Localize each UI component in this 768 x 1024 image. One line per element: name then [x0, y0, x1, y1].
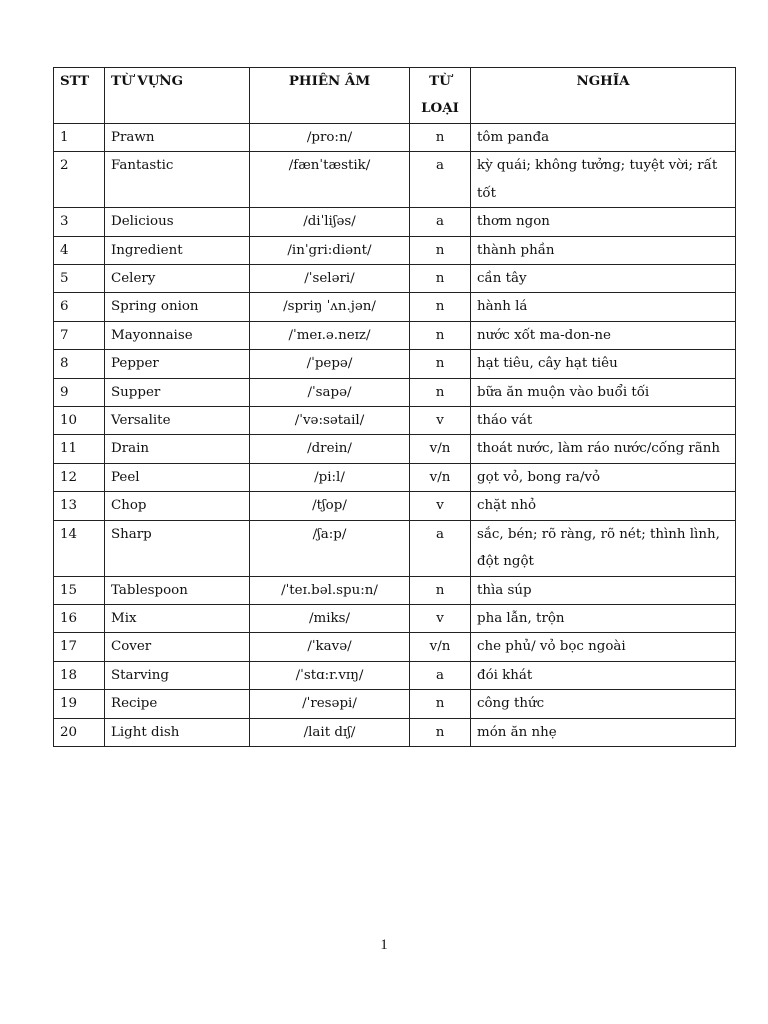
cell-ipa: /inˈgri:diənt/ — [250, 236, 410, 264]
cell-stt: 4 — [54, 236, 105, 264]
cell-meaning: hạt tiêu, cây hạt tiêu — [471, 350, 736, 378]
cell-pos: a — [410, 208, 471, 236]
table-row — [54, 604, 736, 632]
cell-ipa: /ʃa:p/ — [250, 520, 410, 576]
cell-pos: n — [410, 236, 471, 264]
cell-stt: 20 — [54, 718, 105, 746]
cell-ipa: /fænˈtæstik/ — [250, 152, 410, 208]
cell-word: Fantastic — [105, 152, 250, 208]
cell-meaning: thơm ngon — [471, 208, 736, 236]
cell-word: Pepper — [105, 350, 250, 378]
cell-pos: n — [410, 718, 471, 746]
cell-stt: 10 — [54, 407, 105, 435]
cell-stt: 1 — [54, 124, 105, 152]
cell-pos: n — [410, 293, 471, 321]
table-row — [54, 265, 736, 293]
cell-meaning: sắc, bén; rõ ràng, rõ nét; thình lình, đột ngột — [471, 520, 736, 576]
header-word: TỪ VỰNG — [105, 68, 250, 124]
cell-word: Mix — [105, 604, 250, 632]
table-row — [54, 633, 736, 661]
cell-ipa: /pi:l/ — [250, 463, 410, 491]
header-stt: STT — [54, 68, 105, 124]
cell-word: Tablespoon — [105, 576, 250, 604]
cell-stt: 8 — [54, 350, 105, 378]
cell-meaning: công thức — [471, 690, 736, 718]
cell-meaning: đói khát — [471, 661, 736, 689]
cell-meaning: nước xốt ma-don-ne — [471, 321, 736, 349]
cell-word: Light dish — [105, 718, 250, 746]
table-header-row — [54, 68, 736, 124]
table-row — [54, 350, 736, 378]
cell-meaning: chặt nhỏ — [471, 492, 736, 520]
cell-stt: 15 — [54, 576, 105, 604]
cell-ipa: /ˈmeɪ.ə.neɪz/ — [250, 321, 410, 349]
table-row — [54, 378, 736, 406]
table-row — [54, 208, 736, 236]
cell-stt: 14 — [54, 520, 105, 576]
table-row — [54, 718, 736, 746]
table-row — [54, 236, 736, 264]
header-ipa: PHIÊN ÂM — [250, 68, 410, 124]
table-row — [54, 463, 736, 491]
cell-meaning: cần tây — [471, 265, 736, 293]
cell-word: Sharp — [105, 520, 250, 576]
cell-word: Celery — [105, 265, 250, 293]
cell-meaning: hành lá — [471, 293, 736, 321]
cell-ipa: /pro:n/ — [250, 124, 410, 152]
header-meaning: NGHĨA — [471, 68, 736, 124]
cell-word: Delicious — [105, 208, 250, 236]
table-row — [54, 520, 736, 576]
table-body — [54, 124, 736, 747]
cell-ipa: /ˈpepə/ — [250, 350, 410, 378]
vocabulary-table — [53, 67, 736, 747]
cell-meaning: thành phần — [471, 236, 736, 264]
cell-word: Cover — [105, 633, 250, 661]
cell-ipa: /ˈteɪ.bəl.spu:n/ — [250, 576, 410, 604]
cell-word: Recipe — [105, 690, 250, 718]
table-row — [54, 321, 736, 349]
cell-ipa: /tʃop/ — [250, 492, 410, 520]
cell-pos: v — [410, 604, 471, 632]
cell-word: Prawn — [105, 124, 250, 152]
cell-ipa: /lait dɪʃ/ — [250, 718, 410, 746]
cell-ipa: /ˈseləri/ — [250, 265, 410, 293]
cell-word: Starving — [105, 661, 250, 689]
table-row — [54, 435, 736, 463]
cell-pos: a — [410, 152, 471, 208]
cell-meaning: bữa ăn muộn vào buổi tối — [471, 378, 736, 406]
table-row — [54, 152, 736, 208]
cell-pos: n — [410, 265, 471, 293]
cell-pos: a — [410, 661, 471, 689]
cell-stt: 2 — [54, 152, 105, 208]
cell-meaning: pha lẫn, trộn — [471, 604, 736, 632]
cell-pos: v/n — [410, 463, 471, 491]
cell-meaning: gọt vỏ, bong ra/vỏ — [471, 463, 736, 491]
cell-pos: v — [410, 407, 471, 435]
cell-pos: n — [410, 690, 471, 718]
cell-pos: n — [410, 576, 471, 604]
table-row — [54, 293, 736, 321]
cell-ipa: /miks/ — [250, 604, 410, 632]
cell-pos: v/n — [410, 435, 471, 463]
cell-meaning: che phủ/ vỏ bọc ngoài — [471, 633, 736, 661]
table-row — [54, 492, 736, 520]
cell-stt: 19 — [54, 690, 105, 718]
cell-stt: 3 — [54, 208, 105, 236]
cell-meaning: tháo vát — [471, 407, 736, 435]
table-row — [54, 661, 736, 689]
cell-pos: n — [410, 378, 471, 406]
cell-stt: 11 — [54, 435, 105, 463]
cell-meaning: món ăn nhẹ — [471, 718, 736, 746]
cell-meaning: thoát nước, làm ráo nước/cống rãnh — [471, 435, 736, 463]
cell-ipa: /ˈsapə/ — [250, 378, 410, 406]
table-row — [54, 576, 736, 604]
cell-pos: n — [410, 124, 471, 152]
cell-stt: 12 — [54, 463, 105, 491]
cell-ipa: /diˈliʃəs/ — [250, 208, 410, 236]
cell-stt: 7 — [54, 321, 105, 349]
cell-ipa: /ˈresəpi/ — [250, 690, 410, 718]
cell-pos: a — [410, 520, 471, 576]
cell-ipa: /ˈstɑ:r.vɪŋ/ — [250, 661, 410, 689]
table-row — [54, 407, 736, 435]
cell-stt: 13 — [54, 492, 105, 520]
page-number: 1 — [380, 937, 388, 953]
cell-meaning: kỳ quái; không tưởng; tuyệt vời; rất tốt — [471, 152, 736, 208]
cell-pos: n — [410, 321, 471, 349]
cell-meaning: thìa súp — [471, 576, 736, 604]
cell-stt: 16 — [54, 604, 105, 632]
cell-ipa: /spriŋ ˈʌn.jən/ — [250, 293, 410, 321]
cell-stt: 5 — [54, 265, 105, 293]
table-row — [54, 124, 736, 152]
cell-stt: 9 — [54, 378, 105, 406]
cell-stt: 6 — [54, 293, 105, 321]
cell-ipa: /drein/ — [250, 435, 410, 463]
cell-word: Mayonnaise — [105, 321, 250, 349]
cell-pos: n — [410, 350, 471, 378]
cell-stt: 18 — [54, 661, 105, 689]
cell-pos: v — [410, 492, 471, 520]
cell-word: Supper — [105, 378, 250, 406]
cell-ipa: /ˈvə:sətail/ — [250, 407, 410, 435]
cell-meaning: tôm panđa — [471, 124, 736, 152]
cell-word: Drain — [105, 435, 250, 463]
cell-word: Spring onion — [105, 293, 250, 321]
cell-stt: 17 — [54, 633, 105, 661]
cell-ipa: /ˈkavə/ — [250, 633, 410, 661]
cell-word: Ingredient — [105, 236, 250, 264]
header-pos: TỪ LOẠI — [410, 68, 471, 124]
cell-word: Chop — [105, 492, 250, 520]
cell-word: Peel — [105, 463, 250, 491]
cell-pos: v/n — [410, 633, 471, 661]
table-row — [54, 690, 736, 718]
cell-word: Versalite — [105, 407, 250, 435]
